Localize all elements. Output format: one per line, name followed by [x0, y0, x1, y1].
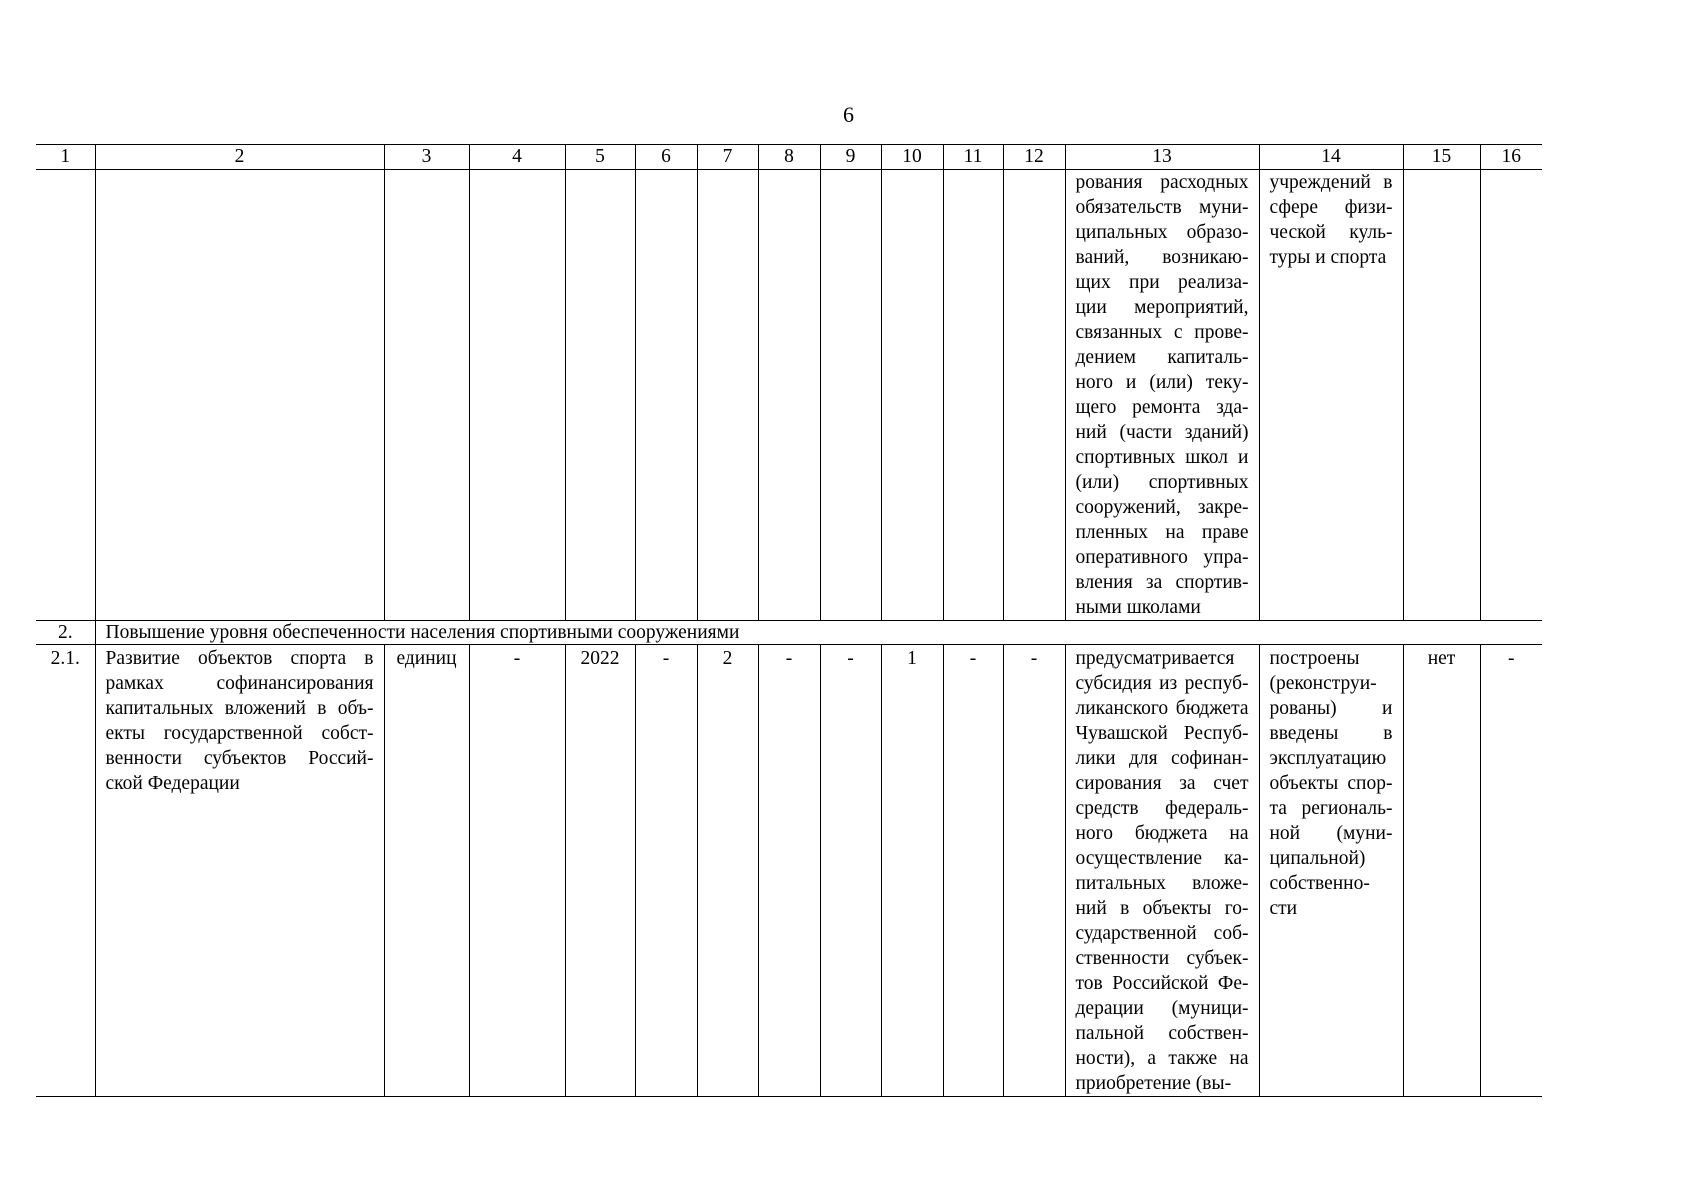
row-number: 2.1.	[36, 645, 95, 1097]
column-number: 15	[1403, 145, 1480, 170]
row-cell: -	[758, 645, 820, 1097]
row-cell: -	[943, 645, 1003, 1097]
row-unit: единиц	[384, 645, 469, 1097]
column-number: 5	[565, 145, 635, 170]
column-number: 7	[697, 145, 758, 170]
continuation-result: учреждений в сфере физи-ческой куль-туры и спорта	[1259, 170, 1403, 621]
row-cell: нет	[1403, 645, 1480, 1097]
row-result: построены (реконструи-рованы) и введены в эксплуатацию объекты спор-та региональ-ной (муни-ципальной) собственно-сти	[1259, 645, 1403, 1097]
row-cell: -	[635, 645, 697, 1097]
column-number: 16	[1480, 145, 1542, 170]
table-row	[36, 645, 1542, 1097]
column-number: 6	[635, 145, 697, 170]
row-year: 2022	[565, 645, 635, 1097]
section-title: Повышение уровня обеспеченности населения спортивными сооружениями	[95, 621, 1542, 645]
column-number: 3	[384, 145, 469, 170]
row-cell: -	[469, 645, 565, 1097]
row-cell: -	[820, 645, 881, 1097]
row-cell: -	[1003, 645, 1065, 1097]
page-number: 6	[843, 102, 854, 127]
continuation-row	[36, 170, 1542, 621]
column-number: 11	[943, 145, 1003, 170]
column-number: 13	[1065, 145, 1259, 170]
column-number: 12	[1003, 145, 1065, 170]
continuation-description: рования расходных обязательств муни-ципальных образо-ваний, возникаю-щих при реализа-ции мероприятий, связанных с прове-дением капиталь-ного и (или) теку-щего ремонта зда-ний (части зданий) спортивных школ и (или) спортивных сооружений, закре-пленных на праве оперативного упра-вления за спортив-ными школами	[1065, 170, 1259, 621]
row-description: предусматривается субсидия из респуб-ликанского бюджета Чувашской Респуб-лики для софинан-сирования за счет средств федераль-ного бюджета на осуществление ка-питальных вложе-ний в объекты го-сударственной соб-ственности субъек-тов Российской Фе-дерации (муници-пальной собствен-ности), а также на приобретение (вы-	[1065, 645, 1259, 1097]
column-number: 9	[820, 145, 881, 170]
column-number: 2	[95, 145, 384, 170]
column-number: 14	[1259, 145, 1403, 170]
column-number: 1	[36, 145, 95, 170]
row-cell: 2	[697, 645, 758, 1097]
column-number: 10	[881, 145, 943, 170]
column-number-row	[36, 145, 1542, 170]
indicators-table	[36, 144, 1542, 1097]
column-number: 4	[469, 145, 565, 170]
section-number: 2.	[36, 621, 95, 645]
row-cell: -	[1480, 645, 1542, 1097]
row-cell: 1	[881, 645, 943, 1097]
column-number: 8	[758, 145, 820, 170]
section-row	[36, 621, 1542, 645]
row-name: Развитие объектов спорта в рамках софинансирования капитальных вложений в объ-екты государственной собст-венности субъектов Россий-ской Федерации	[95, 645, 384, 1097]
